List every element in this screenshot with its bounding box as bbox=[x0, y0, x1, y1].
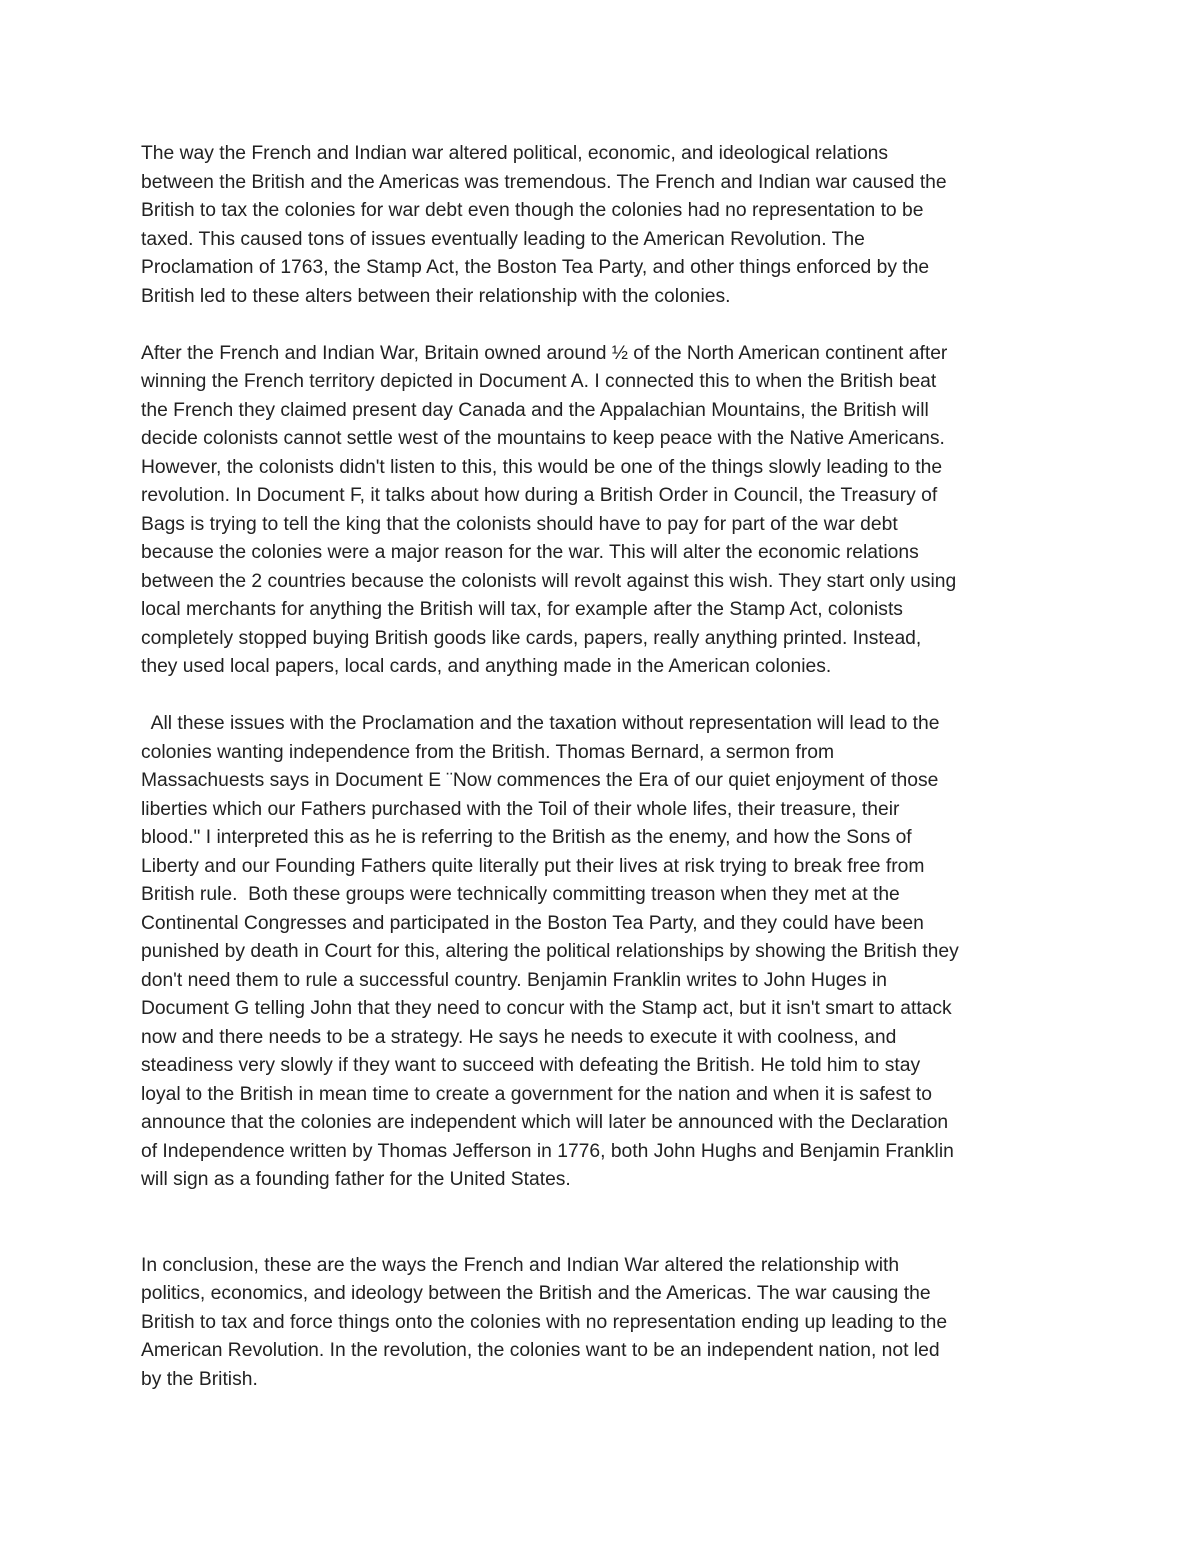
text-line: American Revolution. In the revolution, the colonies want to be an independent nation, not led bbox=[141, 1340, 940, 1361]
text-line: revolution. In Document F, it talks about how during a British Order in Council, the Treasury of bbox=[141, 485, 938, 506]
paragraph-gap bbox=[141, 1195, 1101, 1252]
text-line: completely stopped buying British goods like cards, papers, really anything printed. Instead, bbox=[141, 627, 922, 649]
text-line: steadiness very slowly if they want to succeed with defeating the British. He told him to stay bbox=[141, 1055, 921, 1076]
text-line: now and there needs to be a strategy. He says he needs to execute it with coolness, and bbox=[141, 1026, 897, 1048]
paragraph-conclusion bbox=[141, 1252, 1101, 1395]
text-line: between the 2 countries because the colonists will revolt against this wish. They start only using bbox=[141, 570, 957, 592]
text-line: colonies wanting independence from the British. Thomas Bernard, a sermon from bbox=[141, 741, 835, 763]
text-line: Proclamation of 1763, the Stamp Act, the Boston Tea Party, and other things enforced by the bbox=[141, 257, 930, 278]
text-line: liberties which our Fathers purchased with the Toil of their whole lifes, their treasure, their bbox=[141, 798, 900, 820]
text-line: Massachuests says in Document E ¨Now commences the Era of our quiet enjoyment of those bbox=[141, 770, 939, 791]
text-line: politics, economics, and ideology between the British and the Americas. The war causing the bbox=[141, 1283, 931, 1304]
text-line: punished by death in Court for this, altering the political relationships by showing the British they bbox=[141, 941, 959, 962]
paragraph-body-2 bbox=[141, 710, 1101, 1195]
text-line: don't need them to rule a successful country. Benjamin Franklin writes to John Huges in bbox=[141, 969, 888, 991]
text-line: British led to these alters between their relationship with the colonies. bbox=[141, 285, 731, 307]
text-line: However, the colonists didn't listen to this, this would be one of the things slowly leading to the bbox=[141, 456, 943, 478]
text-line: loyal to the British in mean time to create a government for the nation and when it is safest to bbox=[141, 1083, 932, 1105]
text-line: Document G telling John that they need to concur with the Stamp act, but it isn't smart to attack bbox=[141, 998, 952, 1019]
document-page bbox=[141, 140, 1101, 1394]
text-line: The way the French and Indian war altered political, economic, and ideological relations bbox=[141, 143, 889, 164]
text-line: Continental Congresses and participated in the Boston Tea Party, and they could have been bbox=[141, 912, 924, 934]
text-line: of Independence written by Thomas Jefferson in 1776, both John Hughs and Benjamin Franklin bbox=[141, 1140, 954, 1162]
text-line: Bags is trying to tell the king that the colonists should have to pay for part of the war debt bbox=[141, 513, 898, 535]
paragraph-gap bbox=[141, 311, 1101, 340]
text-line: All these issues with the Proclamation and the taxation without representation will lead to the bbox=[141, 713, 940, 734]
text-line: Liberty and our Founding Fathers quite literally put their lives at risk trying to break free from bbox=[141, 855, 925, 877]
text-line: because the colonies were a major reason for the war. This will alter the economic relations bbox=[141, 542, 919, 563]
text-line: the French they claimed present day Canada and the Appalachian Mountains, the British will bbox=[141, 399, 929, 421]
text-line: British to tax and force things onto the colonies with no representation ending up leading to the bbox=[141, 1311, 948, 1333]
text-line: After the French and Indian War, Britain owned around ½ of the North American continent after bbox=[141, 342, 948, 364]
text-line: by the British. bbox=[141, 1368, 258, 1390]
paragraph-intro bbox=[141, 140, 1101, 311]
text-line: decide colonists cannot settle west of the mountains to keep peace with the Native Americans. bbox=[141, 428, 945, 449]
paragraph-gap bbox=[141, 682, 1101, 711]
text-line: announce that the colonies are independent which will later be announced with the Declaration bbox=[141, 1112, 949, 1133]
text-line: British to tax the colonies for war debt even though the colonies had no representation to be bbox=[141, 200, 924, 221]
text-line: taxed. This caused tons of issues eventually leading to the American Revolution. The bbox=[141, 228, 865, 250]
text-line: blood." I interpreted this as he is referring to the British as the enemy, and how the Sons of bbox=[141, 827, 912, 848]
text-line: between the British and the Americas was tremendous. The French and Indian war caused the bbox=[141, 171, 947, 193]
text-line: will sign as a founding father for the United States. bbox=[141, 1169, 571, 1190]
text-line: British rule. Both these groups were technically committing treason when they met at the bbox=[141, 884, 900, 905]
text-line: local merchants for anything the British will tax, for example after the Stamp Act, colonists bbox=[141, 599, 903, 620]
paragraph-body-1 bbox=[141, 340, 1101, 682]
text-line: they used local papers, local cards, and anything made in the American colonies. bbox=[141, 656, 832, 677]
text-line: winning the French territory depicted in Document A. I connected this to when the British beat bbox=[141, 371, 937, 392]
text-line: In conclusion, these are the ways the French and Indian War altered the relationship with bbox=[141, 1254, 900, 1276]
